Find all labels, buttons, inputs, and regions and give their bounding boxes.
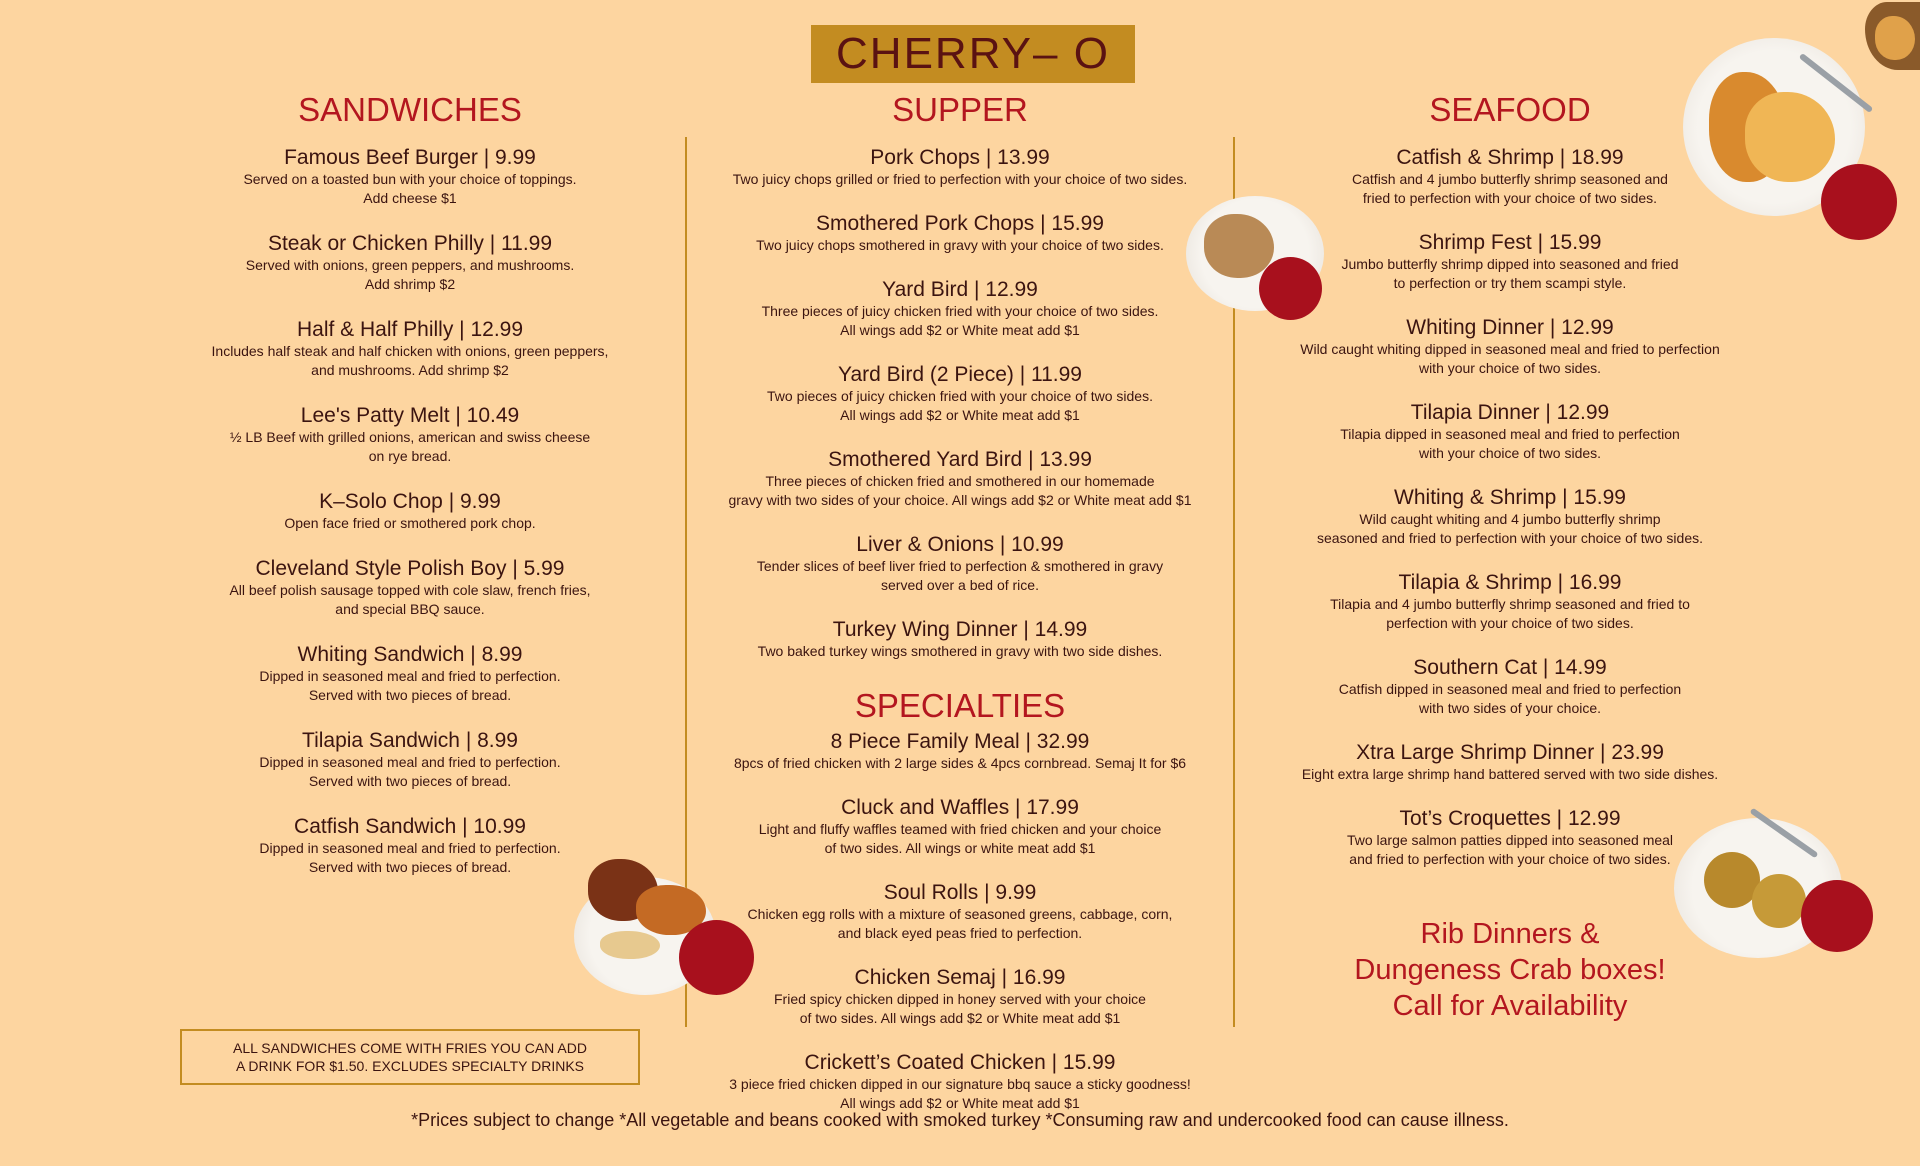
menu-item-title: Tilapia Sandwich | 8.99 — [302, 729, 518, 752]
menu-item-description: Wild caught whiting dipped in seasoned meal and fried to perfection — [1300, 341, 1720, 357]
menu-item-title: Southern Cat | 14.99 — [1413, 656, 1607, 679]
seafood-section — [1250, 88, 1770, 892]
menu-item-description: Wild caught whiting and 4 jumbo butterfly shrimp — [1359, 511, 1661, 527]
menu-item-description: Two juicy chops grilled or fried to perfection with your choice of two sides. — [732, 171, 1188, 187]
menu-item-title: Tot’s Croquettes | 12.99 — [1399, 807, 1621, 830]
menu-item-title: Cluck and Waffles | 17.99 — [841, 796, 1079, 819]
menu-item-description: of two sides. All wings or white meat add $1 — [824, 840, 1096, 856]
menu-item — [150, 404, 670, 466]
seafood-heading: SEAFOOD — [1429, 91, 1591, 128]
menu-item-title: Liver & Onions | 10.99 — [856, 533, 1064, 556]
menu-item-description: Add cheese $1 — [363, 190, 457, 206]
decorative-red-dot — [1801, 880, 1873, 952]
menu-item — [695, 278, 1225, 340]
sandwiches-list — [150, 146, 670, 877]
menu-item-description: 3 piece fried chicken dipped in our signature bbq sauce a sticky goodness! — [729, 1076, 1191, 1092]
menu-item-description: All beef polish sausage topped with cole slaw, french fries, — [229, 582, 591, 598]
menu-item-description: Fried spicy chicken dipped in honey served with your choice — [774, 991, 1146, 1007]
menu-item-description: Add shrimp $2 — [364, 276, 456, 292]
menu-item-description: Catfish and 4 jumbo butterfly shrimp seasoned and — [1352, 171, 1668, 187]
menu-item-description: Eight extra large shrimp hand battered served with two side dishes. — [1301, 766, 1719, 782]
menu-item-title: Soul Rolls | 9.99 — [883, 881, 1037, 904]
menu-item-description: Served with two pieces of bread. — [308, 859, 512, 875]
supper-heading: SUPPER — [892, 91, 1028, 128]
menu-item — [150, 318, 670, 380]
menu-item-title: Xtra Large Shrimp Dinner | 23.99 — [1356, 741, 1664, 764]
menu-item — [695, 212, 1225, 255]
menu-item-description: Dipped in seasoned meal and fried to perfection. — [259, 840, 561, 856]
menu-item-description: All wings add $2 or White meat add $1 — [840, 407, 1080, 423]
menu-item-description: on rye bread. — [368, 448, 452, 464]
menu-item-description: Two pieces of juicy chicken fried with your choice of two sides. — [767, 388, 1153, 404]
menu-item — [695, 448, 1225, 510]
menu-item-description: Tilapia and 4 jumbo butterfly shrimp seasoned and fried to — [1330, 596, 1690, 612]
menu-item-title: Lee's Patty Melt | 10.49 — [300, 404, 520, 427]
menu-item — [695, 966, 1225, 1028]
menu-item-description: fried to perfection with your choice of two sides. — [1362, 190, 1658, 206]
menu-item-description: perfection with your choice of two sides. — [1386, 615, 1634, 631]
menu-item — [150, 729, 670, 791]
menu-item — [1250, 231, 1770, 293]
menu-item-description: Light and fluffy waffles teamed with fried chicken and your choice — [758, 821, 1162, 837]
menu-item-title: K–Solo Chop | 9.99 — [319, 490, 501, 513]
menu-item-description: 8pcs of fried chicken with 2 large sides & 4pcs cornbread. Semaj It for $6 — [733, 755, 1187, 771]
menu-item-title: 8 Piece Family Meal | 32.99 — [830, 730, 1090, 753]
menu-item-title: Half & Half Philly | 12.99 — [296, 318, 524, 341]
menu-item-description: with your choice of two sides. — [1418, 360, 1602, 376]
menu-item — [695, 363, 1225, 425]
menu-item-description: Served with two pieces of bread. — [308, 687, 512, 703]
fried-shrimp-bowl-photo — [1865, 2, 1920, 70]
menu-item — [695, 533, 1225, 595]
menu-item-title: Cleveland Style Polish Boy | 5.99 — [255, 557, 565, 580]
menu-item — [695, 796, 1225, 858]
menu-item — [150, 815, 670, 877]
menu-item-description: Three pieces of juicy chicken fried with your choice of two sides. — [761, 303, 1159, 319]
brand-logo: CHERRY– O — [811, 25, 1135, 83]
menu-item-title: Catfish Sandwich | 10.99 — [294, 815, 526, 838]
notice-line: ALL SANDWICHES COME WITH FRIES YOU CAN ADD — [233, 1040, 587, 1056]
menu-item-description: Dipped in seasoned meal and fried to perfection. — [259, 754, 561, 770]
menu-item-title: Chicken Semaj | 16.99 — [854, 966, 1066, 989]
callout-line: Dungeness Crab boxes! — [1354, 954, 1666, 986]
menu-item-description: All wings add $2 or White meat add $1 — [840, 322, 1080, 338]
menu-item-description: Includes half steak and half chicken with onions, green peppers, — [211, 343, 609, 359]
footer-disclaimer: *Prices subject to change *All vegetable and beans cooked with smoked turkey *Consuming raw and undercooked food can cause illness. — [411, 1110, 1509, 1130]
menu-item-description: Served on a toasted bun with your choice of toppings. — [243, 171, 577, 187]
menu-item-description: Served with two pieces of bread. — [308, 773, 512, 789]
menu-item-description: Three pieces of chicken fried and smothered in our homemade — [765, 473, 1155, 489]
callout-line: Rib Dinners & — [1420, 918, 1600, 950]
menu-item-title: Yard Bird (2 Piece) | 11.99 — [838, 363, 1082, 386]
menu-item — [1250, 656, 1770, 718]
seafood-list — [1250, 146, 1770, 869]
menu-item-title: Crickett’s Coated Chicken | 15.99 — [804, 1051, 1116, 1074]
menu-item-title: Pork Chops | 13.99 — [870, 146, 1050, 169]
decorative-red-dot — [679, 920, 754, 995]
menu-item-description: Two large salmon patties dipped into seasoned meal — [1346, 832, 1674, 848]
menu-item-description: Chicken egg rolls with a mixture of seasoned greens, cabbage, corn, — [747, 906, 1173, 922]
menu-item-description: Served with onions, green peppers, and mushrooms. — [245, 257, 575, 273]
menu-item-description: with two sides of your choice. — [1418, 700, 1602, 716]
menu-item-title: Famous Beef Burger | 9.99 — [284, 146, 536, 169]
menu-item-title: Whiting Sandwich | 8.99 — [297, 643, 523, 666]
menu-item — [695, 730, 1225, 773]
menu-item-description: All wings add $2 or White meat add $1 — [840, 1095, 1080, 1111]
menu-item-title: Shrimp Fest | 15.99 — [1418, 231, 1602, 254]
callout-line: Call for Availability — [1392, 990, 1628, 1022]
menu-item-title: Smothered Yard Bird | 13.99 — [828, 448, 1092, 471]
sandwiches-section — [150, 88, 670, 901]
menu-item-title: Catfish & Shrimp | 18.99 — [1396, 146, 1624, 169]
menu-item — [695, 881, 1225, 943]
rib-dinners-callout — [1290, 916, 1730, 1024]
menu-item-description: Two juicy chops smothered in gravy with your choice of two sides. — [756, 237, 1164, 253]
menu-item-description: Catfish dipped in seasoned meal and fried to perfection — [1338, 681, 1682, 697]
menu-item-title: Whiting & Shrimp | 15.99 — [1394, 486, 1626, 509]
menu-item-description: ½ LB Beef with grilled onions, american and swiss cheese — [229, 429, 591, 445]
sandwich-notice-box — [180, 1029, 640, 1085]
decorative-red-dot — [1821, 164, 1897, 240]
menu-item-description: served over a bed of rice. — [881, 577, 1039, 593]
menu-item-description: Tilapia dipped in seasoned meal and fried to perfection — [1340, 426, 1680, 442]
menu-item — [150, 643, 670, 705]
menu-item-title: Whiting Dinner | 12.99 — [1406, 316, 1614, 339]
menu-item — [1250, 316, 1770, 378]
menu-item-title: Steak or Chicken Philly | 11.99 — [267, 232, 553, 255]
menu-item-description: of two sides. All wings add $2 or White meat add $1 — [799, 1010, 1121, 1026]
menu-item-description: and mushrooms. Add shrimp $2 — [311, 362, 509, 378]
specialties-list — [695, 730, 1225, 1113]
menu-item-description: Two baked turkey wings smothered in gravy with two side dishes. — [757, 643, 1163, 659]
menu-item-description: gravy with two sides of your choice. All wings add $2 or White meat add $1 — [728, 492, 1192, 508]
notice-line: A DRINK FOR $1.50. EXCLUDES SPECIALTY DRINKS — [235, 1058, 585, 1074]
menu-item — [695, 1051, 1225, 1113]
menu-item-description: and black eyed peas fried to perfection. — [837, 925, 1083, 941]
menu-item-description: Jumbo butterfly shrimp dipped into seasoned and fried — [1341, 256, 1679, 272]
menu-item — [695, 146, 1225, 189]
decorative-red-dot — [1259, 257, 1322, 320]
menu-item-title: Tilapia & Shrimp | 16.99 — [1398, 571, 1622, 594]
sandwiches-heading: SANDWICHES — [298, 91, 522, 128]
menu-item — [150, 557, 670, 619]
menu-item — [150, 232, 670, 294]
menu-item-description: to perfection or try them scampi style. — [1393, 275, 1627, 291]
menu-item-description: and fried to perfection with your choice of two sides. — [1349, 851, 1671, 867]
menu-item — [695, 618, 1225, 661]
menu-item — [150, 146, 670, 208]
menu-item-title: Smothered Pork Chops | 15.99 — [816, 212, 1104, 235]
menu-item-title: Tilapia Dinner | 12.99 — [1410, 401, 1610, 424]
menu-item — [1250, 401, 1770, 463]
menu-item — [1250, 486, 1770, 548]
menu-item-description: seasoned and fried to perfection with your choice of two sides. — [1317, 530, 1703, 546]
menu-item — [1250, 571, 1770, 633]
supper-list — [695, 146, 1225, 661]
menu-item-title: Yard Bird | 12.99 — [882, 278, 1038, 301]
menu-item-title: Turkey Wing Dinner | 14.99 — [832, 618, 1088, 641]
supper-section — [695, 88, 1225, 1136]
menu-item — [1250, 741, 1770, 784]
menu-item-description: and special BBQ sauce. — [335, 601, 485, 617]
specialties-heading: SPECIALTIES — [854, 687, 1066, 724]
menu-item-description: Dipped in seasoned meal and fried to perfection. — [259, 668, 561, 684]
menu-item-description: Open face fried or smothered pork chop. — [284, 515, 536, 531]
menu-item — [150, 490, 670, 533]
menu-item-description: Tender slices of beef liver fried to perfection & smothered in gravy — [756, 558, 1164, 574]
menu-item-description: with your choice of two sides. — [1418, 445, 1602, 461]
